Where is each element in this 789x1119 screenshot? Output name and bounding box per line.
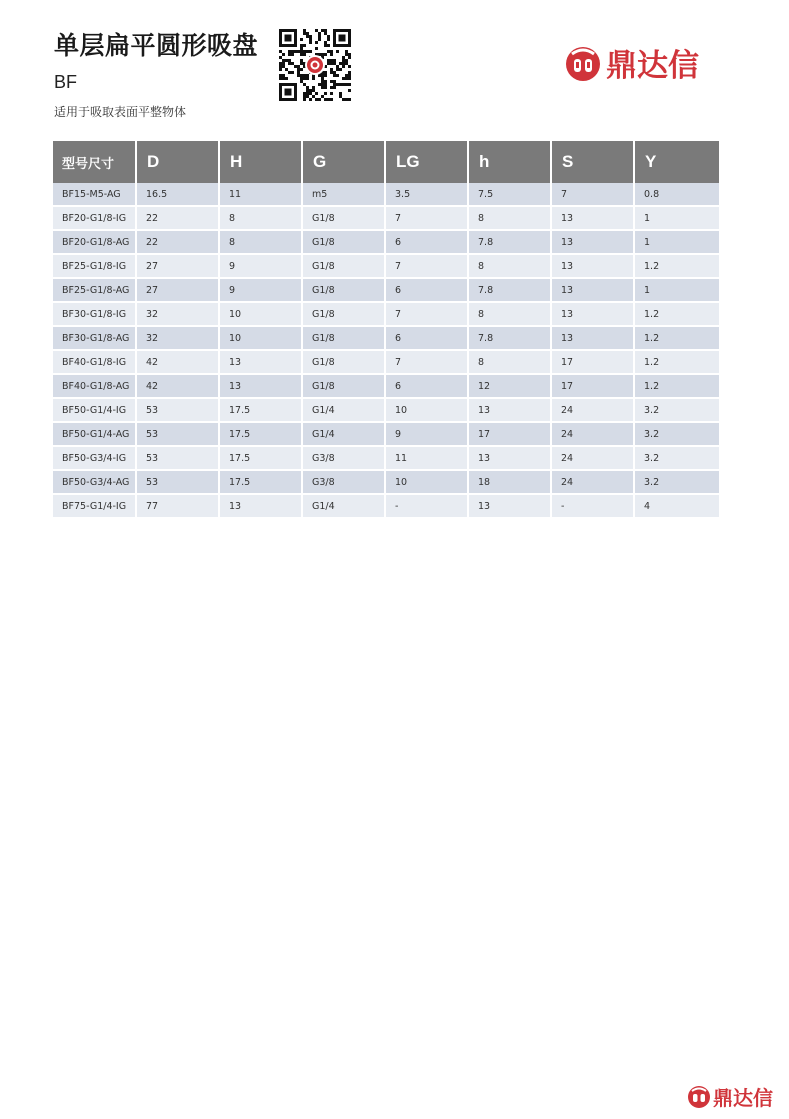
table-cell: 17.5 bbox=[219, 446, 302, 470]
column-header-d: D bbox=[136, 141, 219, 183]
table-cell: 1.2 bbox=[634, 302, 719, 326]
table-cell: BF15-M5-AG bbox=[53, 183, 136, 206]
column-header-s: S bbox=[551, 141, 634, 183]
table-cell: 8 bbox=[468, 350, 551, 374]
table-cell: 16.5 bbox=[136, 183, 219, 206]
table-cell: BF50-G1/4-IG bbox=[53, 398, 136, 422]
table-cell: 13 bbox=[551, 326, 634, 350]
table-row bbox=[53, 230, 719, 254]
table-cell: 17 bbox=[551, 374, 634, 398]
table-cell: 7 bbox=[385, 254, 468, 278]
table-cell: 17.5 bbox=[219, 398, 302, 422]
table-cell: 32 bbox=[136, 302, 219, 326]
table-cell: m5 bbox=[302, 183, 385, 206]
table-row bbox=[53, 350, 719, 374]
table-cell: 8 bbox=[468, 206, 551, 230]
table-row bbox=[53, 254, 719, 278]
table-cell: 27 bbox=[136, 278, 219, 302]
table-cell: 17.5 bbox=[219, 422, 302, 446]
table-cell: 1 bbox=[634, 206, 719, 230]
table-cell: 11 bbox=[385, 446, 468, 470]
table-cell: 17 bbox=[551, 350, 634, 374]
table-cell: 1 bbox=[634, 230, 719, 254]
table-cell: BF30-G1/8-IG bbox=[53, 302, 136, 326]
table-cell: 12 bbox=[468, 374, 551, 398]
table-cell: BF75-G1/4-IG bbox=[53, 494, 136, 518]
table-cell: 1 bbox=[634, 278, 719, 302]
table-cell: 53 bbox=[136, 398, 219, 422]
table-row bbox=[53, 374, 719, 398]
table-cell: BF50-G3/4-IG bbox=[53, 446, 136, 470]
table-cell: 42 bbox=[136, 374, 219, 398]
table-cell: 10 bbox=[219, 302, 302, 326]
table-cell: 6 bbox=[385, 326, 468, 350]
table-cell: 8 bbox=[468, 254, 551, 278]
table-cell: 6 bbox=[385, 374, 468, 398]
table-cell: G1/8 bbox=[302, 350, 385, 374]
table-cell: BF30-G1/8-AG bbox=[53, 326, 136, 350]
table-cell: 13 bbox=[551, 254, 634, 278]
model-code: BF bbox=[54, 72, 78, 92]
table-cell: 32 bbox=[136, 326, 219, 350]
brand-logo-text: 鼎达信 bbox=[606, 48, 699, 84]
table-cell: 13 bbox=[468, 494, 551, 518]
table-cell: BF40-G1/8-IG bbox=[53, 350, 136, 374]
product-description: 适用于吸取表面平整物体 bbox=[54, 105, 187, 119]
table-cell: 10 bbox=[385, 398, 468, 422]
qr-code bbox=[278, 28, 352, 102]
table-cell: 10 bbox=[385, 470, 468, 494]
table-cell: 24 bbox=[551, 398, 634, 422]
footer-brand-logo-icon bbox=[688, 1086, 710, 1108]
table-cell: 7.8 bbox=[468, 278, 551, 302]
table-cell: BF40-G1/8-AG bbox=[53, 374, 136, 398]
table-cell: 17.5 bbox=[219, 470, 302, 494]
table-row bbox=[53, 206, 719, 230]
table-cell: 3.5 bbox=[385, 183, 468, 206]
table-cell: 3.2 bbox=[634, 446, 719, 470]
table-row bbox=[53, 470, 719, 494]
table-header-row bbox=[53, 141, 719, 183]
table-cell: 9 bbox=[385, 422, 468, 446]
table-cell: 13 bbox=[551, 302, 634, 326]
table-cell: 11 bbox=[219, 183, 302, 206]
table-cell: 0.8 bbox=[634, 183, 719, 206]
column-header-lg: LG bbox=[385, 141, 468, 183]
table-cell: 13 bbox=[219, 350, 302, 374]
table-cell: G1/8 bbox=[302, 230, 385, 254]
table-cell: 13 bbox=[551, 278, 634, 302]
table-cell: G1/8 bbox=[302, 206, 385, 230]
table-cell: 1.2 bbox=[634, 254, 719, 278]
column-header-y: Y bbox=[634, 141, 719, 183]
table-cell: G3/8 bbox=[302, 446, 385, 470]
table-cell: G1/8 bbox=[302, 254, 385, 278]
table-cell: 27 bbox=[136, 254, 219, 278]
table-cell: 1.2 bbox=[634, 326, 719, 350]
footer-brand-logo bbox=[686, 1082, 781, 1112]
table-cell: 13 bbox=[468, 398, 551, 422]
spec-table bbox=[53, 141, 719, 519]
table-row bbox=[53, 398, 719, 422]
table-cell: 10 bbox=[219, 326, 302, 350]
table-cell: 7.8 bbox=[468, 230, 551, 254]
footer-brand-logo-text: 鼎达信 bbox=[713, 1086, 773, 1110]
table-cell: 7.5 bbox=[468, 183, 551, 206]
table-cell: 24 bbox=[551, 422, 634, 446]
brand-logo bbox=[562, 42, 722, 86]
table-cell: BF20-G1/8-IG bbox=[53, 206, 136, 230]
table-row bbox=[53, 183, 719, 206]
table-row bbox=[53, 278, 719, 302]
table-cell: G1/4 bbox=[302, 398, 385, 422]
table-cell: BF50-G3/4-AG bbox=[53, 470, 136, 494]
table-cell: 7 bbox=[385, 350, 468, 374]
table-cell: 13 bbox=[551, 206, 634, 230]
table-cell: 4 bbox=[634, 494, 719, 518]
table-cell: 53 bbox=[136, 446, 219, 470]
table-cell: 22 bbox=[136, 206, 219, 230]
table-row bbox=[53, 446, 719, 470]
table-cell: 1.2 bbox=[634, 350, 719, 374]
table-cell: 6 bbox=[385, 278, 468, 302]
table-cell: 7 bbox=[385, 206, 468, 230]
table-cell: G3/8 bbox=[302, 470, 385, 494]
table-cell: 7 bbox=[385, 302, 468, 326]
table-cell: BF20-G1/8-AG bbox=[53, 230, 136, 254]
table-cell: 3.2 bbox=[634, 422, 719, 446]
table-cell: G1/8 bbox=[302, 326, 385, 350]
table-cell: 8 bbox=[468, 302, 551, 326]
table-cell: G1/8 bbox=[302, 278, 385, 302]
table-cell: BF25-G1/8-AG bbox=[53, 278, 136, 302]
table-cell: 77 bbox=[136, 494, 219, 518]
table-cell: - bbox=[385, 494, 468, 518]
table-cell: 24 bbox=[551, 470, 634, 494]
table-cell: 13 bbox=[219, 494, 302, 518]
column-header-g: G bbox=[302, 141, 385, 183]
table-cell: G1/8 bbox=[302, 374, 385, 398]
table-cell: 8 bbox=[219, 206, 302, 230]
table-cell: 8 bbox=[219, 230, 302, 254]
table-cell: 17 bbox=[468, 422, 551, 446]
table-cell: 13 bbox=[219, 374, 302, 398]
column-header-h-lower: h bbox=[468, 141, 551, 183]
table-cell: - bbox=[551, 494, 634, 518]
table-cell: 3.2 bbox=[634, 398, 719, 422]
column-header-h-upper: H bbox=[219, 141, 302, 183]
table-cell: 42 bbox=[136, 350, 219, 374]
table-cell: 7.8 bbox=[468, 326, 551, 350]
table-row bbox=[53, 422, 719, 446]
spec-table-body bbox=[53, 183, 719, 518]
brand-logo-icon bbox=[566, 47, 600, 81]
table-cell: 22 bbox=[136, 230, 219, 254]
table-cell: 1.2 bbox=[634, 374, 719, 398]
page-title: 单层扁平圆形吸盘 bbox=[54, 31, 259, 60]
table-row bbox=[53, 302, 719, 326]
table-cell: 18 bbox=[468, 470, 551, 494]
table-cell: 9 bbox=[219, 254, 302, 278]
table-cell: 53 bbox=[136, 422, 219, 446]
table-cell: 7 bbox=[551, 183, 634, 206]
table-cell: 13 bbox=[551, 230, 634, 254]
table-row bbox=[53, 326, 719, 350]
table-cell: 53 bbox=[136, 470, 219, 494]
table-cell: 24 bbox=[551, 446, 634, 470]
table-cell: BF50-G1/4-AG bbox=[53, 422, 136, 446]
table-cell: BF25-G1/8-IG bbox=[53, 254, 136, 278]
table-cell: G1/4 bbox=[302, 422, 385, 446]
table-cell: 9 bbox=[219, 278, 302, 302]
table-row bbox=[53, 494, 719, 518]
table-cell: G1/4 bbox=[302, 494, 385, 518]
table-cell: 3.2 bbox=[634, 470, 719, 494]
table-cell: 6 bbox=[385, 230, 468, 254]
table-cell: 13 bbox=[468, 446, 551, 470]
column-header-model-size: 型号尺寸 bbox=[53, 141, 136, 183]
table-cell: G1/8 bbox=[302, 302, 385, 326]
